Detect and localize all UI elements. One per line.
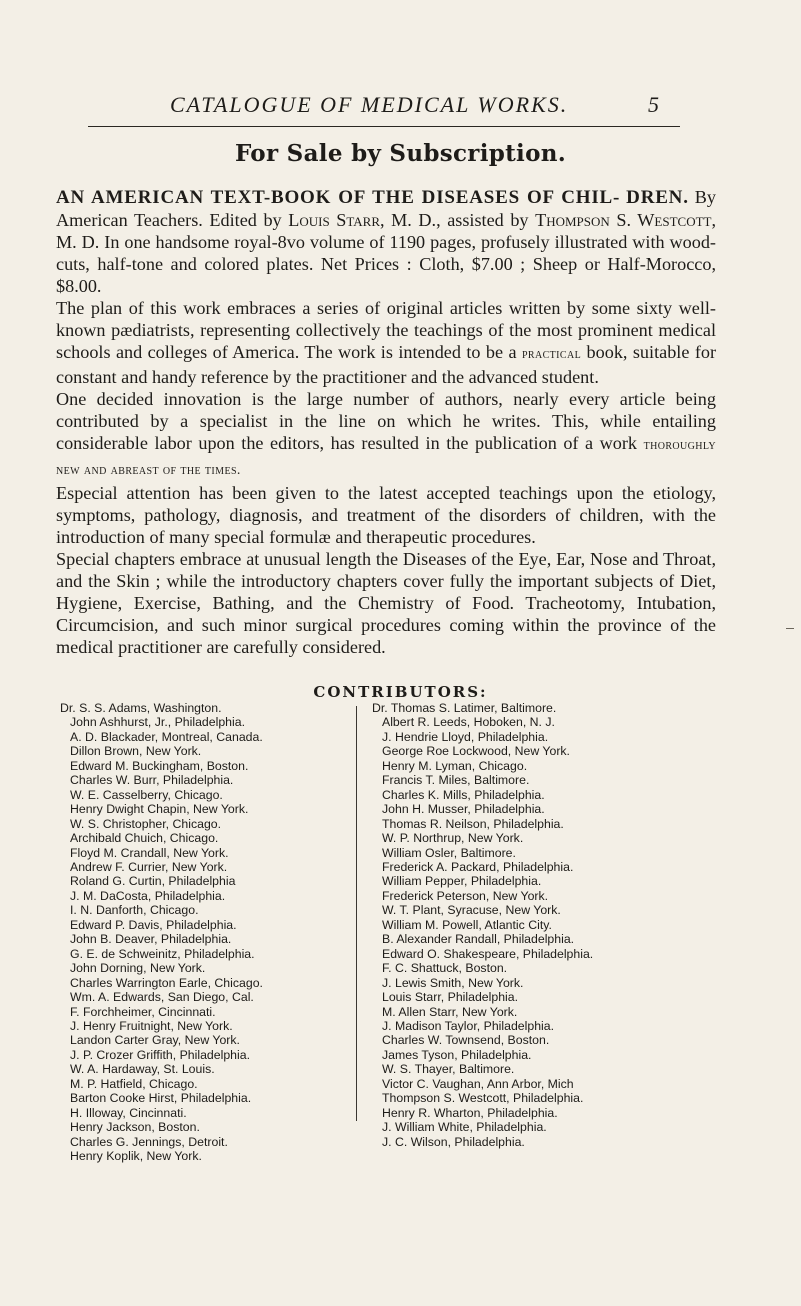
contributor-name: W. S. Thayer, Baltimore.: [382, 1062, 515, 1077]
contributor-name: Edward O. Shakespeare, Philadelphia.: [382, 946, 594, 961]
contributor-name: Frederick A. Packard, Philadelphia.: [382, 859, 574, 874]
contributor-name: Charles K. Mills, Philadelphia.: [382, 787, 545, 802]
contributor-name: Archibald Chuich, Chicago.: [70, 831, 219, 846]
book-subtitle: By American Teachers.: [56, 187, 717, 230]
contributor-name: Dr. Thomas S. Latimer, Baltimore.: [372, 701, 557, 715]
contributor-name: Thompson S. Westcott, Philadelphia.: [382, 1091, 584, 1106]
contributor-name: John Ashhurst, Jr., Philadelphia.: [70, 715, 245, 730]
contributor-name: John B. Deaver, Philadelphia.: [70, 932, 232, 947]
contributors-right-column: [372, 701, 593, 1149]
paragraph-plan: The plan of this work embraces a series of original articles written by some sixty well-known pædiatrists, representing collectively the teachings of the most prominent medical schools and colleges of America. The work is intended to be a practical book, suitable for constant and handy reference by the practitioner and the advanced student.: [56, 298, 717, 387]
contributor-name: William Pepper, Philadelphia.: [382, 874, 542, 889]
edited-by-label: Edited by: [209, 210, 282, 230]
contributor-name: Edward M. Buckingham, Boston.: [70, 758, 249, 773]
contributor-name: John Dorning, New York.: [70, 961, 206, 976]
contributor-name: I. N. Danforth, Chicago.: [70, 903, 199, 918]
contributor-name: B. Alexander Randall, Philadelphia.: [382, 932, 575, 947]
contributor-name: Frederick Peterson, New York.: [382, 888, 549, 903]
contributor-name: W. P. Northrup, New York.: [382, 831, 524, 846]
book-title: AN AMERICAN TEXT-BOOK OF THE DISEASES OF CHIL-: [56, 187, 621, 208]
contributor-name: J. William White, Philadelphia.: [382, 1120, 547, 1135]
contributor-name: Dr. S. S. Adams, Washington.: [60, 701, 222, 715]
contributor-name: Andrew F. Currier, New York.: [70, 859, 228, 874]
contributor-name: F. C. Shattuck, Boston.: [382, 961, 508, 976]
contributor-name: J. Henry Fruitnight, New York.: [70, 1018, 233, 1033]
contributor-name: Henry M. Lyman, Chicago.: [382, 758, 528, 773]
contributor-name: W. S. Christopher, Chicago.: [70, 816, 222, 831]
contributor-name: Landon Carter Gray, New York.: [70, 1033, 240, 1048]
contributor-name: W. A. Hardaway, St. Louis.: [70, 1062, 215, 1077]
contributor-name: Barton Cooke Hirst, Philadelphia.: [70, 1091, 252, 1106]
contributor-name: W. E. Casselberry, Chicago.: [70, 787, 223, 802]
contributor-name: Thomas R. Neilson, Philadelphia.: [382, 816, 564, 831]
contributor-name: William Osler, Baltimore.: [382, 845, 516, 860]
contributor-name: Charles G. Jennings, Detroit.: [70, 1134, 228, 1149]
contributor-name: A. D. Blackader, Montreal, Canada.: [70, 729, 263, 744]
contributor-name: Victor C. Vaughan, Ann Arbor, Mich: [382, 1076, 574, 1091]
contributor-name: W. T. Plant, Syracuse, New York.: [382, 903, 561, 918]
column-divider: [356, 706, 357, 1121]
book-title-continued: DREN.: [626, 187, 689, 208]
contributor-name: J. C. Wilson, Philadelphia.: [382, 1134, 525, 1149]
contributor-name: John H. Musser, Philadelphia.: [382, 802, 545, 817]
contributor-name: J. Madison Taylor, Philadelphia.: [382, 1018, 555, 1033]
contributor-name: Albert R. Leeds, Hoboken, N. J.: [382, 715, 555, 730]
contributor-name: Charles W. Townsend, Boston.: [382, 1033, 550, 1048]
contributor-name: William M. Powell, Atlantic City.: [382, 917, 552, 932]
contributors-heading: CONTRIBUTORS:: [313, 683, 488, 701]
contributor-name: Henry Jackson, Boston.: [70, 1120, 200, 1135]
contributor-name: Roland G. Curtin, Philadelphia: [70, 874, 236, 889]
contributor-name: James Tyson, Philadelphia.: [382, 1047, 532, 1062]
contributor-name: George Roe Lockwood, New York.: [382, 744, 570, 759]
contributor-name: Charles Warrington Earle, Chicago.: [70, 975, 263, 990]
practical-emphasis: practical: [521, 347, 582, 362]
contributor-name: Henry R. Wharton, Philadelphia.: [382, 1105, 558, 1120]
paragraph-special-chapters: Special chapters embrace at unusual length the Diseases of the Eye, Ear, Nose and Throat, and the Skin ; while the introductory chapters cover fully the important subjects of Diet, Hygiene, Exercise, Bathing, and the Chemistry of Food. Tracheotomy, Intubation, Circumcision, and such minor surgical procedures coming within the province of the medical practitioner are carefully considered.: [56, 549, 716, 657]
book-entry: [56, 186, 716, 658]
contributor-name: F. Forchheimer, Cincinnati.: [70, 1004, 216, 1019]
header-rule: [88, 126, 680, 127]
contributors-left-column: [60, 701, 263, 1164]
contributor-name: Francis T. Miles, Baltimore.: [382, 773, 530, 788]
book-description: [56, 186, 716, 297]
contributor-name: Edward P. Davis, Philadelphia.: [70, 917, 237, 932]
contributor-name: J. P. Crozer Griffith, Philadelphia.: [70, 1047, 250, 1062]
contributor-name: J. M. DaCosta, Philadelphia.: [70, 888, 226, 903]
contributor-name: M. P. Hatfield, Chicago.: [70, 1076, 198, 1091]
book-editor: Louis Starr: [288, 210, 380, 230]
paragraph-attention: Especial attention has been given to the latest accepted teachings upon the etiology, symptoms, pathology, diagnosis, and treatment of the disorders of children, with the introduction of many special formulæ and therapeutic procedures.: [56, 483, 716, 547]
contributor-name: H. Illoway, Cincinnati.: [70, 1105, 187, 1120]
contributor-name: J. Lewis Smith, New York.: [382, 975, 524, 990]
book-details: , M. D. In one handsome royal-8vo volume of 1190 pages, profusely illustrated with wood-cuts, half-tone and colored plates. Net Prices : Cloth, $7.00 ; Sheep or Half-Morocco, $8.00.: [56, 210, 717, 296]
new-and-abreast-emphasis: thoroughly new and abreast of the times.: [56, 438, 717, 478]
running-head: CATALOGUE OF MEDICAL WORKS.: [170, 92, 569, 117]
contributor-name: Charles W. Burr, Philadelphia.: [70, 773, 234, 788]
page-number: 5: [648, 92, 659, 117]
editor-degree: , M. D., assisted by: [380, 210, 529, 230]
contributor-name: G. E. de Schweinitz, Philadelphia.: [70, 946, 255, 961]
contributor-name: Dillon Brown, New York.: [70, 744, 202, 759]
contributor-name: Louis Starr, Philadelphia.: [382, 990, 519, 1005]
margin-mark: [786, 628, 794, 629]
book-assistant-editor: Thompson S. Westcott: [535, 210, 712, 230]
contributor-name: Henry Dwight Chapin, New York.: [70, 802, 249, 817]
contributor-name: Wm. A. Edwards, San Diego, Cal.: [70, 990, 254, 1005]
section-title: For Sale by Subscription.: [234, 140, 567, 167]
paragraph-innovation: One decided innovation is the large number of authors, nearly every article being contributed by a specialist in the line on which he writes. This, while entailing considerable labor upon the editors, has resulted in the publication of a work thoroughly new and abreast of the times.: [56, 389, 717, 478]
contributor-name: Henry Koplik, New York.: [70, 1149, 202, 1164]
contributor-name: Floyd M. Crandall, New York.: [70, 845, 229, 860]
contributor-name: M. Allen Starr, New York.: [382, 1004, 518, 1019]
contributor-name: J. Hendrie Lloyd, Philadelphia.: [382, 729, 549, 744]
